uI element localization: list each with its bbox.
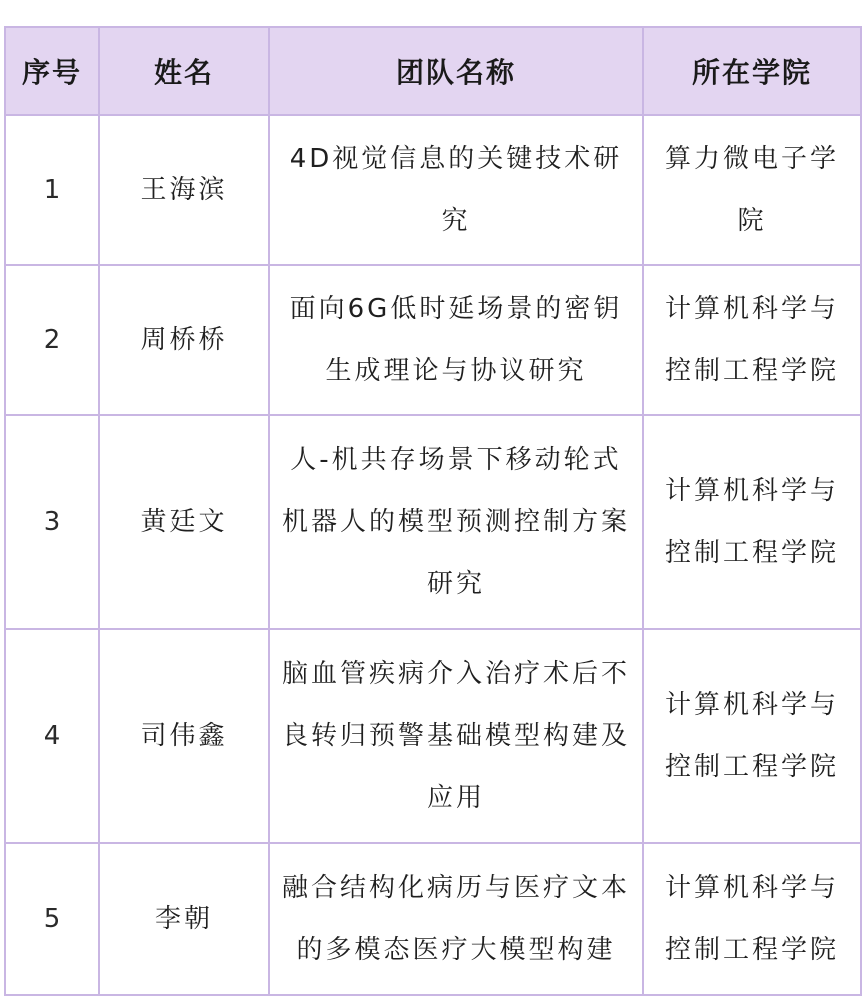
college-text: 计算机科学与控制工程学院 [664, 294, 839, 386]
cell-college [643, 843, 861, 995]
team-name-text: 融合结构化病历与医疗文本的多模态医疗大模型构建 [281, 873, 630, 965]
cell-serial-number: 5 [5, 843, 99, 995]
cell-team-name [269, 115, 643, 265]
header-college: 所在学院 [643, 27, 861, 115]
table-row [5, 843, 861, 995]
team-name-text: 4D视觉信息的关键技术研究 [289, 144, 623, 236]
cell-name: 王海滨 [99, 115, 269, 265]
cell-name: 周桥桥 [99, 265, 269, 415]
table-row [5, 265, 861, 415]
cell-serial-number: 3 [5, 415, 99, 629]
college-text: 算力微电子学院 [664, 144, 839, 236]
header-name: 姓名 [99, 27, 269, 115]
team-name-text: 脑血管疾病介入治疗术后不良转归预警基础模型构建及应用 [281, 659, 630, 813]
cell-name: 李朝 [99, 843, 269, 995]
cell-college [643, 115, 861, 265]
cell-college [643, 415, 861, 629]
header-serial-number: 序号 [5, 27, 99, 115]
cell-name: 黄廷文 [99, 415, 269, 629]
team-name-text: 人-机共存场景下移动轮式机器人的模型预测控制方案研究 [281, 445, 630, 599]
header-row [5, 27, 861, 115]
college-text: 计算机科学与控制工程学院 [664, 690, 839, 782]
cell-serial-number: 1 [5, 115, 99, 265]
cell-team-name [269, 629, 643, 843]
team-table [4, 26, 862, 996]
cell-college [643, 265, 861, 415]
cell-team-name [269, 843, 643, 995]
cell-serial-number: 4 [5, 629, 99, 843]
table-row [5, 415, 861, 629]
cell-name: 司伟鑫 [99, 629, 269, 843]
team-table-container [4, 26, 863, 996]
header-team-name: 团队名称 [269, 27, 643, 115]
table-row [5, 629, 861, 843]
cell-college [643, 629, 861, 843]
table-body [5, 115, 861, 995]
cell-serial-number: 2 [5, 265, 99, 415]
team-name-text: 面向6G低时延场景的密钥生成理论与协议研究 [289, 294, 623, 386]
table-header [5, 27, 861, 115]
college-text: 计算机科学与控制工程学院 [664, 873, 839, 965]
college-text: 计算机科学与控制工程学院 [664, 476, 839, 568]
cell-team-name [269, 415, 643, 629]
cell-team-name [269, 265, 643, 415]
table-row [5, 115, 861, 265]
